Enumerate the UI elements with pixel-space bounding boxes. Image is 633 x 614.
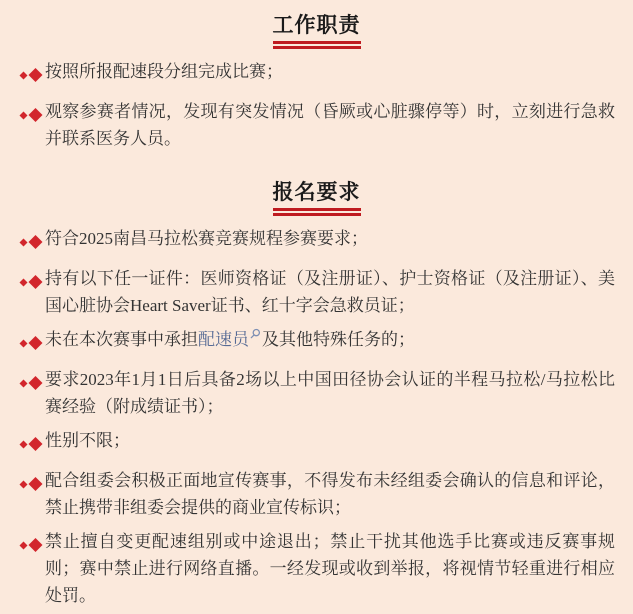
- list-item: [18, 98, 615, 152]
- list-item-text: 符合2025南昌马拉松赛竞赛规程参赛要求；: [45, 229, 368, 248]
- underline-bar-top: [273, 208, 361, 211]
- underline-bar-bottom: [273, 46, 361, 49]
- text-before-link: 未在本次赛事中承担: [45, 330, 198, 349]
- title-underline: [273, 208, 361, 216]
- section-title: 报名要求: [272, 181, 361, 204]
- pacer-link[interactable]: 配速员: [198, 330, 249, 349]
- section-duties-title-box: [268, 14, 366, 49]
- double-diamond-bullet-icon: [18, 265, 45, 298]
- section-requirements-title-box: [268, 181, 366, 216]
- double-diamond-bullet-icon: [18, 528, 45, 561]
- section-requirements-title-wrap: [18, 180, 615, 216]
- search-magnifier-icon[interactable]: [250, 328, 261, 339]
- double-diamond-bullet-icon: [18, 225, 45, 258]
- double-diamond-bullet-icon: [18, 366, 45, 399]
- list-item: [18, 326, 615, 359]
- double-diamond-bullet-icon: [18, 427, 45, 460]
- list-item-text: 按照所报配速段分组完成比赛；: [45, 62, 283, 81]
- requirements-list: [18, 225, 615, 609]
- list-item-text: [45, 326, 615, 353]
- section-title: 工作职责: [272, 14, 361, 37]
- section-requirements: [18, 180, 615, 609]
- section-duties-title-wrap: [18, 13, 615, 49]
- list-item-text: 持有以下任一证件：医师资格证（及注册证）、护士资格证（及注册证）、美国心脏协会Heart Saver证书、红十字会急救员证；: [45, 269, 615, 315]
- double-diamond-bullet-icon: [18, 467, 45, 500]
- list-item-text: 配合组委会积极正面地宣传赛事，不得发布未经组委会确认的信息和评论，禁止携带非组委会提供的商业宣传标识；: [45, 471, 615, 517]
- list-item: [18, 427, 615, 460]
- underline-bar-top: [273, 41, 361, 44]
- list-item: [18, 366, 615, 420]
- double-diamond-bullet-icon: [18, 58, 45, 91]
- list-item: [18, 225, 615, 258]
- duties-list: [18, 58, 615, 152]
- list-item: [18, 467, 615, 521]
- section-duties: [18, 13, 615, 152]
- title-underline: [273, 41, 361, 49]
- double-diamond-bullet-icon: [18, 326, 45, 359]
- list-item: [18, 58, 615, 91]
- underline-bar-bottom: [273, 213, 361, 216]
- list-item-text: 禁止擅自变更配速组别或中途退出；禁止干扰其他选手比赛或违反赛事规则；赛中禁止进行网络直播。一经发现或收到举报，将视情节轻重进行相应处罚。: [45, 532, 615, 605]
- list-item-text: 要求2023年1月1日后具备2场以上中国田径协会认证的半程马拉松/马拉松比赛经验（附成绩证书）；: [45, 370, 615, 416]
- double-diamond-bullet-icon: [18, 98, 45, 131]
- list-item-text: 性别不限；: [45, 431, 130, 450]
- text-after-link: 及其他特殊任务的；: [262, 330, 415, 349]
- list-item: [18, 528, 615, 609]
- list-item-text: 观察参赛者情况，发现有突发情况（昏厥或心脏骤停等）时，立刻进行急救并联系医务人员。: [45, 102, 615, 148]
- list-item: [18, 265, 615, 319]
